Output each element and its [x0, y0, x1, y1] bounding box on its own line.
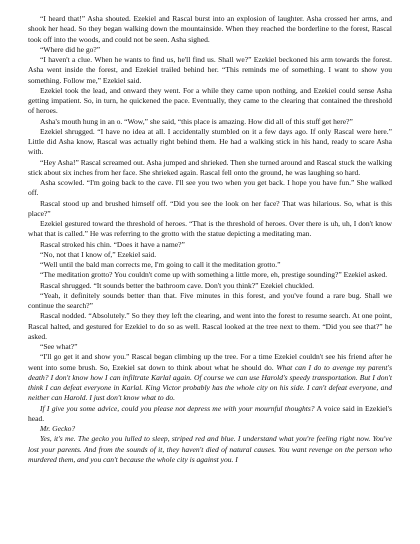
paragraph-13: “Well until the bald man corrects me, I'm going to call it the meditation grotto.”	[40, 260, 281, 269]
paragraph-16: “Yeah, it definitely sounds better than that. Five minutes in this forest, and you've found a rare bug. Shall we continue the search?”	[28, 290, 392, 310]
paragraph-4: Ezekiel took the lead, and onward they went. For a while they came upon nothing, and Ezekiel could sense Asha getting impatient. So, in turn, he quickened the pace. Eventually, they came to the clearing that contained the threshold of heroes.	[28, 85, 392, 116]
paragraph-18: “See what?”	[40, 342, 78, 351]
paragraph-3: “I haven't a clue. When he wants to find us, he'll find us. Shall we?” Ezekiel beckoned his arm towards the forest. Asha went inside the forest, and Ezekiel trailed behind her. “This reminds me of something. I want to show you something. Follow me,” Ezekiel said.	[28, 55, 392, 85]
paragraph-15: Rascal shrugged. “It sounds better the bathroom cave. Don't you think?” Ezekiel chuckled.	[40, 280, 315, 290]
paragraph-5: Asha's mouth hung in an o. “Wow,” she said, “this place is amazing. How did all of this stuff get here?”	[40, 116, 353, 126]
paragraph-14: “The meditation grotto? You couldn't come up with something a little more, eh, prestige sounding?” Ezekiel asked.	[40, 270, 388, 280]
paragraph-22: Yes, it's me. The gecko you lulled to sleep, striped red and blue. I understand what you're feeling right now. You've lost your parents. And from the sounds of it, they haven't died of natural causes. You want revenge on the person who murdered them, and you can't because the whole city is against you. I	[28, 434, 392, 464]
paragraph-20	[28, 404, 392, 425]
paragraph-19-text: “I'll go get it and show you.” Rascal began climbing up the tree. For a time Ezekiel couldn't see his friend after he went into some brush. So, Ezekiel sat down to think about what he should do.	[28, 352, 392, 372]
paragraph-20-voice: If I give you some advice, could you please not depress me with your mournful thoughts?	[40, 403, 315, 413]
paragraph-10: Ezekiel gestured toward the threshold of heroes. “That is the threshold of heroes. Over there is uh, uh, I don't know what that is called.” He was referring to the grotto with the statue depicting a meditating man.	[28, 219, 392, 239]
paragraph-9: Rascal stood up and brushed himself off. “Did you see the look on her face? That was hilarious. So, what is this place?”	[28, 198, 392, 218]
paragraph-21: Mr. Gecko?	[40, 424, 76, 433]
paragraph-6: Ezekiel shrugged. “I have no idea at all. I accidentally stumbled on it a few days ago. If only Rascal were here.” Little did Asha know, Rascal was actually right behind them. He had a walking stick in his hand, ready to scare Asha with.	[28, 126, 392, 157]
paragraph-11: Rascal stroked his chin. “Does it have a name?”	[40, 239, 185, 249]
paragraph-20-tail: A voice said in Ezekiel's head.	[28, 403, 392, 423]
paragraph-19-thought: What can I do to avenge my parent's death? I don't know how I can infiltrate Karlal again. Of course we can use Harold's speedy transportation. But I don't think I can defeat everyone in Karlal. King Victor probably has the whole city on his side. I can't defeat everyone, and neither can Harold. I just don't know what to do.	[28, 362, 392, 403]
paragraph-12: “No, not that I know of,” Ezekiel said.	[40, 249, 157, 259]
paragraph-17: Rascal nodded. “Absolutely.” So they they left the clearing, and went into the forest to resume search. At one point, Rascal halted, and gestured for Ezekiel to do so as well. Rascal looked at the tree next to them. “Did you see that?” he asked.	[28, 311, 392, 341]
paragraph-19	[28, 352, 392, 403]
paragraph-2: “Where did he go?”	[40, 44, 101, 54]
paragraph-7: “Hey Asha!” Rascal screamed out. Asha jumped and shrieked. Then she turned around and Rascal stuck the walking stick about six inches from her face. She shrieked again. Rascal fell onto the ground, he was laughing so hard.	[28, 157, 392, 177]
paragraph-1: “I heard that!” Asha shouted. Ezekiel and Rascal burst into an explosion of laughter. Asha crossed her arms, and shook her head. So they began walking down the mountainside. When they reached the borderline to the forest, Rascal took off into the woods, and could not be seen. Asha sighed.	[28, 14, 392, 44]
paragraph-8: Asha scowled. “I'm going back to the cave. I'll see you two when you get back. I hope you have fun.” She walked off.	[28, 178, 392, 198]
